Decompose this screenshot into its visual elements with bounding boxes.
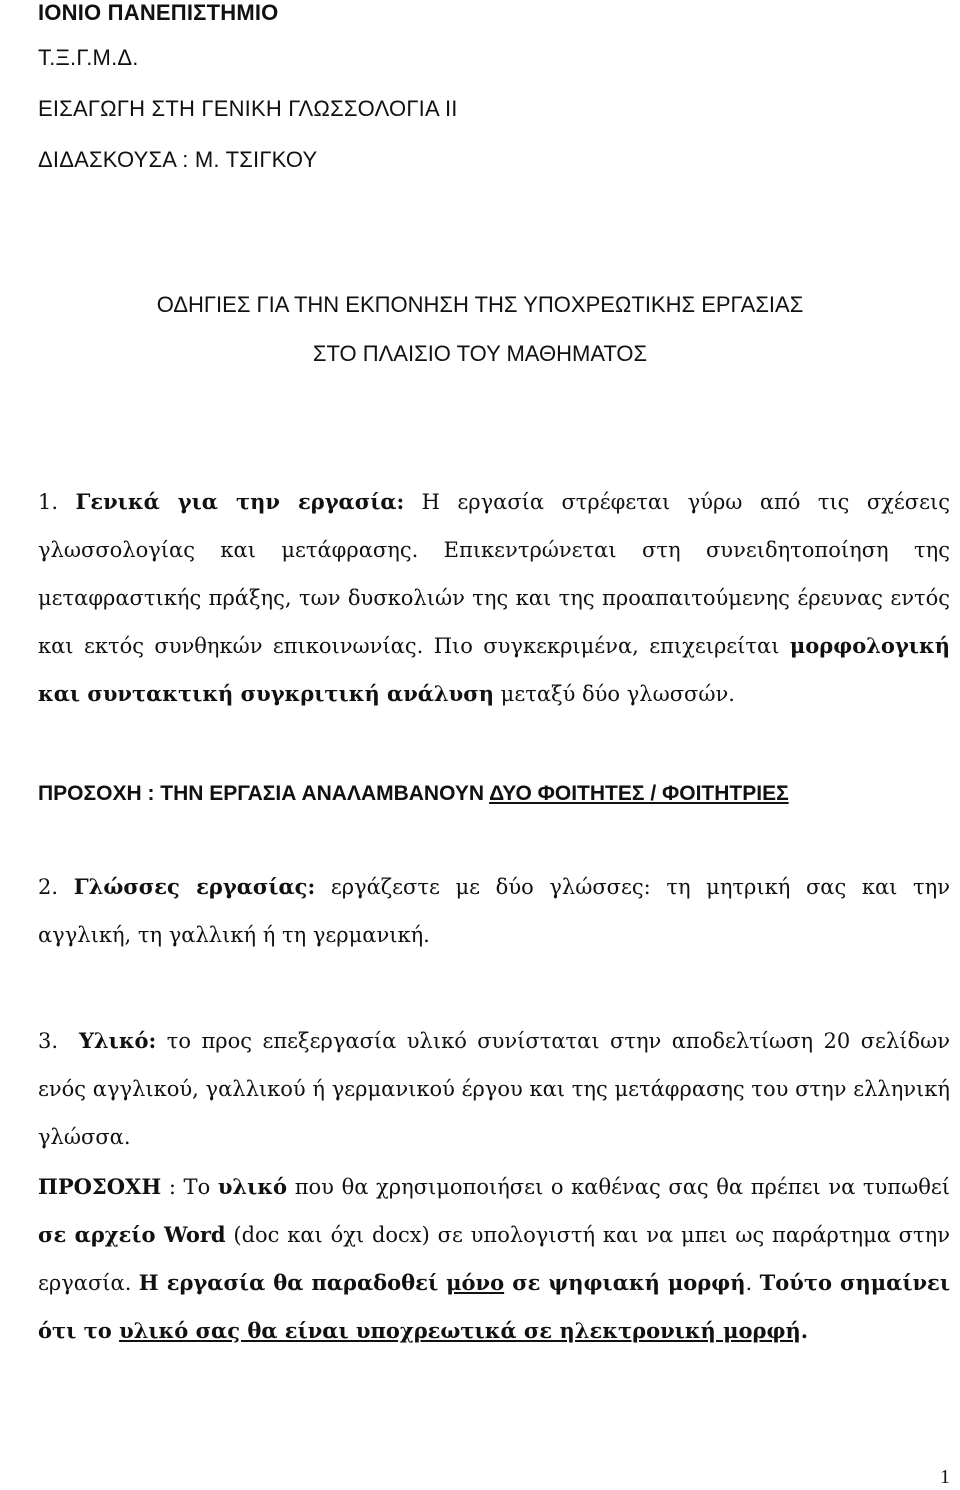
section-1-text-a: Η εργασία στρέφεται γύρω από τις σχέσεις γλωσσολογίας και μετάφρασης. Επικεντρώνεται στη συνειδητοποίηση της μεταφραστικής πράξης, των δυσκολιών της και της προαπαιτούμενης έρευνας εντός και εκτός συνθηκών επικοινωνίας. Πιο συγκεκριμένα, επιχειρείται xyxy=(38,490,950,658)
warning-2-material: υλικό xyxy=(217,1174,288,1199)
warning-2-text-1: που θα χρησιμοποιήσει ο καθένας σας θα πρέπει να τυπωθεί xyxy=(287,1175,950,1199)
section-3-number: 3. xyxy=(38,1029,59,1053)
warning-2-colon: : Το xyxy=(161,1175,218,1199)
warning-2-bold-3: Τούτο σημαίνει ότι το xyxy=(38,1270,950,1343)
section-3-heading: Υλικό: xyxy=(78,1028,157,1053)
warning-2-file: σε αρχείο Word xyxy=(38,1222,226,1247)
document-title-line-1: ΟΔΗΓΙΕΣ ΓΙΑ ΤΗΝ ΕΚΠΟΝΗΣΗ ΤΗΣ ΥΠΟΧΡΕΩΤΙΚΗΣ ΕΡΓΑΣΙΑΣ xyxy=(156,292,804,317)
warning-two-students xyxy=(38,782,789,806)
section-2-number: 2. xyxy=(38,875,59,899)
warning-2-bold-2: σε ψηφιακή μορφή xyxy=(504,1270,746,1295)
warning-2-text-2: (doc και όχι docx) σε υπολογιστή και να μπει ως παράρτημα στην εργασία. xyxy=(38,1223,950,1295)
warning-2-only: μόνο xyxy=(446,1270,505,1295)
section-3-text: το προς επεξεργασία υλικό συνίσταται στην αποδελτίωση 20 σελίδων ενός αγγλικού, γαλλικού ή γερμανικού έργου και της μετάφρασης του στην ελληνική γλώσσα. xyxy=(38,1029,950,1149)
warning-2-label: ΠΡΟΣΟΧΗ xyxy=(38,1174,162,1199)
warning-2-dot: . xyxy=(745,1271,753,1295)
instructor-name: ΔΙΔΑΣΚΟΥΣΑ : Μ. ΤΣΙΓΚΟΥ xyxy=(38,147,318,172)
section-3 xyxy=(38,1017,950,1161)
section-1-emphasis: μορφολογική και συντακτική συγκριτική ανάλυση xyxy=(38,633,950,706)
warning-2-bold-1: Η εργασία θα παραδοθεί xyxy=(138,1270,447,1295)
university-name: ΙΟΝΙΟ ΠΑΝΕΠΙΣΤΗΜΙΟ xyxy=(38,0,279,25)
warning-2-end: . xyxy=(800,1318,809,1343)
warning-2-bold-4: υλικό σας θα είναι υποχρεωτικά σε ηλεκτρονική μορφή xyxy=(119,1318,801,1343)
section-2-text: εργάζεστε με δύο γλώσσες: τη μητρική σας και την αγγλική, τη γαλλική ή τη γερμανική. xyxy=(38,875,950,947)
warning-1-prefix: ΠΡΟΣΟΧΗ : ΤΗΝ ΕΡΓΑΣΙΑ ΑΝΑΛΑΜΒΑΝΟΥΝ xyxy=(38,782,490,805)
page-number: 1 xyxy=(940,1466,950,1488)
warning-material xyxy=(38,1163,950,1355)
section-1 xyxy=(38,478,950,718)
section-1-number: 1. xyxy=(38,490,59,514)
section-1-heading: Γενικά για την εργασία: xyxy=(75,489,405,514)
section-1-text-b: μεταξύ δύο γλωσσών. xyxy=(500,682,735,706)
section-2-heading: Γλώσσες εργασίας: xyxy=(73,874,316,899)
warning-1-underlined: ΔΥΟ ΦΟΙΤΗΤΕΣ / ΦΟΙΤΗΤΡΙΕΣ xyxy=(489,782,789,805)
section-2 xyxy=(38,863,950,959)
department-name: Τ.Ξ.Γ.Μ.Δ. xyxy=(38,45,139,70)
document-title-line-2: ΣΤΟ ΠΛΑΙΣΙΟ ΤΟΥ ΜΑΘΗΜΑΤΟΣ xyxy=(312,341,648,366)
course-title: ΕΙΣΑΓΩΓΗ ΣΤΗ ΓΕΝΙΚΗ ΓΛΩΣΣΟΛΟΓΙΑ ΙΙ xyxy=(38,96,458,121)
